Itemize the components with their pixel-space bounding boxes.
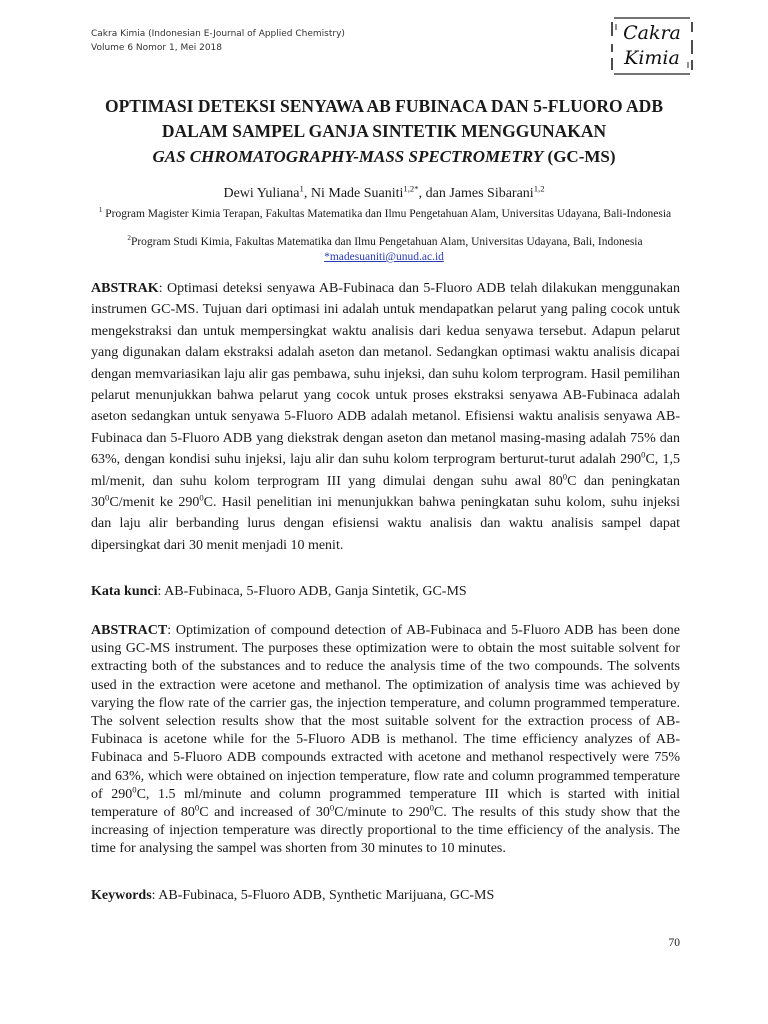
abstrak-text-5: C. Hasil penelitian ini menunjukkan bahwa peningkatan suhu kolom, suhu injeksi dan laju alir berbanding lurus dengan efisiensi waktu analisis dan waktu analisis sampel dapat dipersingkat dari 30 menit menjadi 10 menit. <box>91 495 680 553</box>
journal-name: Cakra Kimia (Indonesian E-Journal of Applied Chemistry) <box>91 29 345 39</box>
author-1-sup: 1 <box>299 183 304 194</box>
affiliation-2-sup: 2 <box>127 234 131 243</box>
journal-logo <box>608 14 696 78</box>
kata-kunci-line <box>91 583 680 601</box>
journal-volume: Volume 6 Nomor 1, Mei 2018 <box>91 43 223 53</box>
logo-text-kimia: Kimia <box>624 47 680 69</box>
abstrak-label: ABSTRAK <box>91 281 159 296</box>
author-2-sup: 1,2* <box>403 183 419 194</box>
page-number: 70 <box>668 937 680 949</box>
title-line-3-rest: (GC-MS) <box>543 147 616 166</box>
degree-sup: 0 <box>429 802 434 813</box>
degree-sup: 0 <box>329 802 335 813</box>
corresponding-email-link[interactable]: *madesuaniti@unud.ac.id <box>324 251 444 263</box>
degree-sup: 0 <box>132 784 137 795</box>
affiliation-1-text: Program Magister Kimia Terapan, Fakultas Matematika dan Ilmu Pengetahuan Alam, Universitas Udayana, Bali-Indonesia <box>102 208 672 220</box>
affiliation-1-sup: 1 <box>98 206 103 215</box>
degree-sup: 0 <box>105 492 110 503</box>
paper-title <box>80 94 688 169</box>
degree-sup: 0 <box>562 471 568 481</box>
abstrak-text-1: : Optimasi deteksi senyawa AB-Fubinaca dan 5-Fluoro ADB telah dilakukan menggunakan instrumen GC-MS. Tujuan dari optimasi ini adalah untuk mendapatkan pelarut yang paling cocok untuk mengekstraksi dan untuk mempersingkat waktu analisis dari kedua senyawa tersebut. Adapun pelarut yang digunakan dalam ekstraksi adalah aseton dan metanol. Sedangkan optimasi waktu analisis dicapai dengan memvariasikan laju alir gas pembawa, suhu injeksi, dan suhu kolom terprogram. Hasil pemilihan pelarut menunjukkan bahwa pelarut yang cocok untuk proses ekstraksi senyawa AB-Fubinaca adalah aseton sedangkan untuk senyawa 5-Fluoro ADB adalah metanol. Efisiensi waktu analisis senyawa AB- Fubinaca dan 5-Fluoro ADB yang diekstrak dengan aseton dan metanol masing-masing adalah 75% dan 63%, dengan kondisi suhu injeksi, laju alir dan suhu kolom terprogram berturut-turut adalah 290 <box>91 281 680 468</box>
journal-header <box>91 27 345 55</box>
authors <box>80 185 688 203</box>
title-line-1: OPTIMASI DETEKSI SENYAWA AB FUBINACA DAN 5-FLUORO ADB <box>104 96 663 116</box>
kata-kunci-label: Kata kunci <box>91 584 158 599</box>
abstract-text-1: : Optimization of compound detection of AB-Fubinaca and 5-Fluoro ADB has been done using GC-MS instrument. The purposes these optimization were to obtain the most suitable solvent for extracting both of the substances and to reduce the analysis time of the two compounds. The solvents used in the extraction were acetone and methanol. The optimization of analysis time was achieved by varying the flow rate of the carrier gas, the injection temperature, and column programmed temperature. The solvent selection results show that the most suitable solvent for the extraction process of AB-Fubinaca is acetone while for the 5-Fluoro ADB is methanol. The time efficiency analyzes of AB-Fubinaca and 5-Fluoro ADB compounds extracted with acetone and methanol respectively were 75% and 63%, which were obtained on injection temperature, flow rate and column programmed temperature of 290 <box>91 623 680 802</box>
abstract-paragraph <box>91 622 680 859</box>
logo-text-cakra: Cakra <box>623 22 681 44</box>
affiliation-1 <box>90 207 680 222</box>
author-1: Dewi Yuliana <box>223 186 300 201</box>
author-2: , Ni Made Suaniti <box>303 186 404 201</box>
abstract-text-5: C. The results of this study show that the increasing of injection temperature was directly proportional to the time efficiency of the analysis. The time for analysing the sampel was shorten from 30 minutes to 10 minutes. <box>91 805 680 857</box>
degree-sup: 0 <box>194 802 200 813</box>
title-line-3-italic: GAS CHROMATOGRAPHY-MASS SPECTROMETRY <box>152 147 544 166</box>
author-3-sup: 1,2 <box>533 183 545 194</box>
keywords-text: : AB-Fubinaca, 5-Fluoro ADB, Synthetic Marijuana, GC-MS <box>151 888 495 903</box>
degree-sup: 0 <box>641 449 646 460</box>
affiliation-2-text: Program Studi Kimia, Fakultas Matematika dan Ilmu Pengetahuan Alam, Universitas Udayana, Bali, Indonesia <box>130 236 643 248</box>
abstract-label: ABSTRACT <box>91 623 168 638</box>
abstrak-text-2: C, 1,5 ml/menit, dan suhu kolom terprogram III yang dimulai dengan suhu awal 80 <box>91 452 680 489</box>
author-3: , dan James Sibarani <box>418 186 534 201</box>
email-line <box>80 249 688 265</box>
abstract-text-3: C and increased of 30 <box>199 805 330 821</box>
abstrak-text-3: C dan peningkatan 30 <box>91 473 680 511</box>
abstract-text-4: C/minute to 290 <box>334 805 430 821</box>
title-line-2: DALAM SAMPEL GANJA SINTETIK MENGGUNAKAN <box>161 121 607 141</box>
keywords-label: Keywords <box>91 888 152 903</box>
degree-sup: 0 <box>199 492 204 503</box>
keywords-line <box>91 887 680 905</box>
affiliation-2 <box>90 235 680 250</box>
abstrak-paragraph <box>91 278 680 556</box>
kata-kunci-text: : AB-Fubinaca, 5-Fluoro ADB, Ganja Sintetik, GC-MS <box>157 584 467 599</box>
abstrak-text-4: C/menit ke 290 <box>109 495 200 511</box>
abstract-text-2: C, 1.5 ml/minute and column programmed temperature III which is started with initial temperature of 80 <box>91 786 680 821</box>
title-line-3 <box>80 144 688 169</box>
